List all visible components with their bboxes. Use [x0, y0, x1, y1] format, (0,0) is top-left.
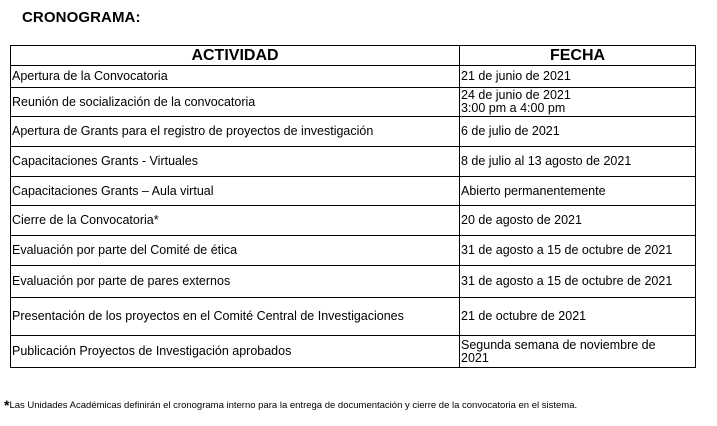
footnote: [4, 397, 577, 413]
activity-cell: Cierre de la Convocatoria*: [11, 206, 460, 236]
date-cell: [460, 66, 696, 88]
date-cell: [460, 298, 696, 336]
activity-cell: Capacitaciones Grants – Aula virtual: [11, 177, 460, 206]
date-cell: [460, 177, 696, 206]
page-title: CRONOGRAMA:: [22, 9, 141, 26]
activity-cell: Evaluación por parte de pares externos: [11, 266, 460, 298]
date-line: Abierto permanentemente: [461, 183, 606, 198]
table-row: [11, 117, 696, 147]
date-line: 21 de octubre de 2021: [461, 309, 587, 323]
table-row: [11, 266, 696, 298]
date-line: 21 de junio de 2021: [461, 69, 571, 83]
table-row: [11, 336, 696, 368]
date-cell: [460, 206, 696, 236]
activity-cell: Capacitaciones Grants - Virtuales: [11, 147, 460, 177]
date-cell: [460, 88, 696, 117]
header-fecha: FECHA: [460, 46, 696, 66]
date-line: 24 de junio de 2021: [461, 88, 571, 102]
date-line: 8 de julio al 13 agosto de 2021: [461, 154, 632, 168]
activity-cell: Apertura de la Convocatoria: [11, 66, 460, 88]
date-cell: [460, 236, 696, 266]
table-row: [11, 206, 696, 236]
table-row: [11, 88, 696, 117]
date-line: Segunda semana de noviembre de: [461, 337, 656, 352]
activity-cell: Publicación Proyectos de Investigación aprobados: [11, 336, 460, 368]
activity-cell: Reunión de socialización de la convocatoria: [11, 88, 460, 117]
activity-cell: Evaluación por parte del Comité de ética: [11, 236, 460, 266]
date-line: 6 de julio de 2021: [461, 124, 560, 138]
footnote-marker: *: [4, 397, 10, 413]
date-line: 2021: [461, 350, 489, 365]
activity-cell: Presentación de los proyectos en el Comité Central de Investigaciones: [11, 298, 460, 336]
date-cell: [460, 147, 696, 177]
table-row: [11, 147, 696, 177]
table-row: [11, 177, 696, 206]
date-line: 31 de agosto a 15 de octubre de 2021: [461, 274, 673, 288]
date-cell: [460, 117, 696, 147]
date-line: 3:00 pm a 4:00 pm: [461, 101, 566, 115]
footnote-text: Las Unidades Académicas definirán el cronograma interno para la entrega de documentación y cierre de la convocatoria en el sistema.: [9, 400, 578, 411]
date-cell: [460, 266, 696, 298]
date-line: 31 de agosto a 15 de octubre de 2021: [461, 243, 673, 257]
date-line: 20 de agosto de 2021: [461, 213, 582, 227]
table-row: [11, 298, 696, 336]
table-header-row: [11, 46, 696, 66]
header-actividad: ACTIVIDAD: [11, 46, 460, 66]
date-cell: [460, 336, 696, 368]
table-row: [11, 236, 696, 266]
schedule-table: [10, 45, 696, 368]
table-row: [11, 66, 696, 88]
activity-cell: Apertura de Grants para el registro de proyectos de investigación: [11, 117, 460, 147]
